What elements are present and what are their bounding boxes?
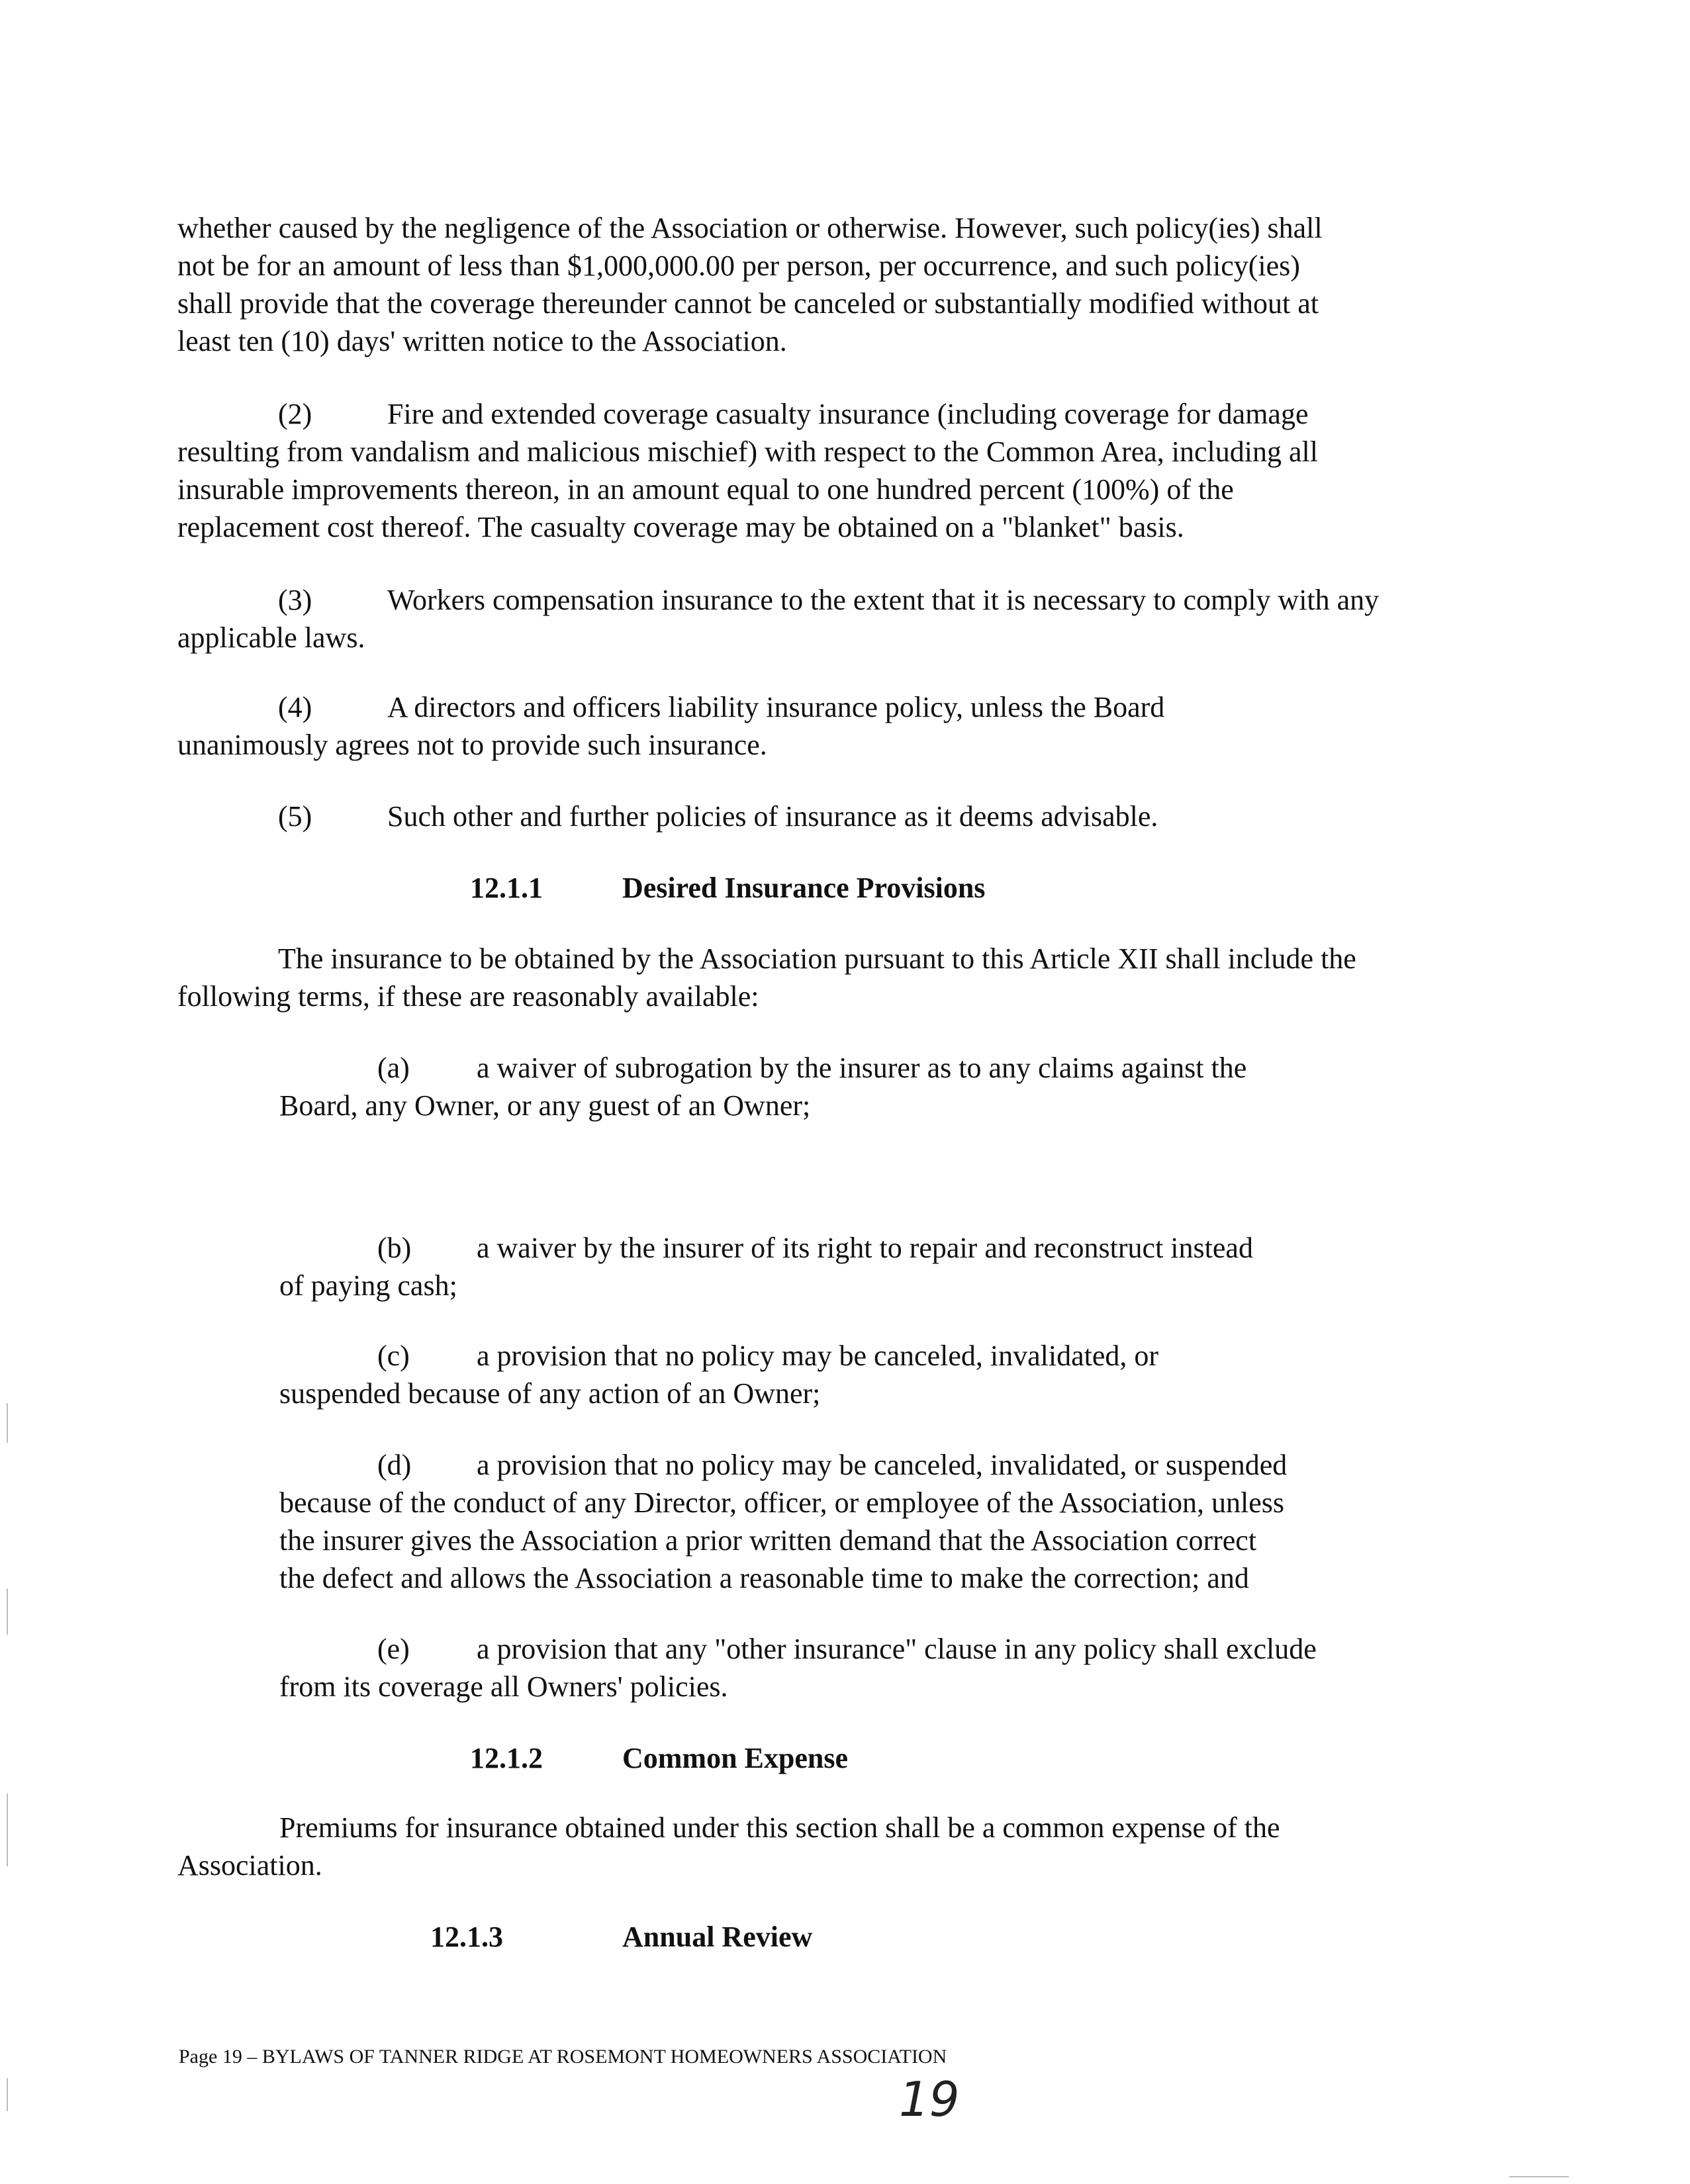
- item-line: replacement cost thereof. The casualty coverage may be obtained on a "blanket" basis.: [177, 511, 1184, 543]
- subitem-letter: (a): [377, 1052, 410, 1084]
- subitem-line: of paying cash;: [279, 1269, 457, 1302]
- item-number: (5): [278, 800, 312, 833]
- scan-artifact: [7, 1403, 8, 1443]
- common-expense-line: Association.: [177, 1849, 322, 1882]
- item-number: (3): [278, 584, 312, 616]
- scan-artifact: [7, 2078, 8, 2111]
- item-line: Fire and extended coverage casualty insurance (including coverage for damage: [387, 398, 1309, 430]
- subitem-letter: (e): [377, 1633, 410, 1665]
- item-line: Such other and further policies of insurance as it deems advisable.: [387, 800, 1158, 833]
- intro-line: least ten (10) days' written notice to the Association.: [177, 325, 787, 357]
- intro-line: shall provide that the coverage thereunder cannot be canceled or substantially modified without at: [177, 287, 1319, 320]
- handwritten-page-number: 19: [899, 2071, 960, 2127]
- scan-artifact: [7, 1588, 8, 1635]
- subitem-line: the defect and allows the Association a reasonable time to make the correction; and: [279, 1562, 1249, 1594]
- item-line: resulting from vandalism and malicious mischief) with respect to the Common Area, including all: [177, 435, 1318, 468]
- subitem-line: the insurer gives the Association a prior written demand that the Association correct: [279, 1524, 1257, 1557]
- provisions-intro-line: The insurance to be obtained by the Association pursuant to this Article XII shall include the: [278, 942, 1356, 975]
- subitem-line: suspended because of any action of an Owner;: [279, 1377, 821, 1410]
- subitem-letter: (d): [377, 1449, 412, 1481]
- intro-line: whether caused by the negligence of the Association or otherwise. However, such policy(ies) shall: [177, 212, 1323, 244]
- section-number: 12.1.3: [430, 1921, 503, 1953]
- item-number: (2): [278, 398, 312, 430]
- provisions-intro-line: following terms, if these are reasonably available:: [177, 980, 759, 1013]
- subitem-line: because of the conduct of any Director, officer, or employee of the Association, unless: [279, 1486, 1285, 1519]
- intro-line: not be for an amount of less than $1,000,000.00 per person, per occurrence, and such policy(ies): [177, 250, 1300, 282]
- section-number: 12.1.1: [470, 872, 543, 904]
- item-line: A directors and officers liability insurance policy, unless the Board: [387, 691, 1165, 723]
- common-expense-line: Premiums for insurance obtained under this section shall be a common expense of the: [279, 1811, 1280, 1844]
- subitem-line: a waiver of subrogation by the insurer as to any claims against the: [477, 1052, 1247, 1084]
- item-line: insurable improvements thereon, in an amount equal to one hundred percent (100%) of the: [177, 473, 1234, 506]
- page-footer: Page 19 – BYLAWS OF TANNER RIDGE AT ROSEMONT HOMEOWNERS ASSOCIATION: [179, 2046, 947, 2068]
- item-line: applicable laws.: [177, 621, 365, 654]
- section-number: 12.1.2: [470, 1742, 543, 1774]
- item-number: (4): [278, 691, 312, 723]
- subitem-line: from its coverage all Owners' policies.: [279, 1670, 728, 1703]
- section-title: Desired Insurance Provisions: [622, 872, 986, 904]
- subitem-letter: (b): [377, 1232, 412, 1264]
- item-line: unanimously agrees not to provide such insurance.: [177, 729, 767, 761]
- section-title: Annual Review: [622, 1921, 813, 1953]
- scan-artifact: [7, 1794, 8, 1866]
- subitem-line: a provision that any "other insurance" clause in any policy shall exclude: [477, 1633, 1317, 1665]
- item-line: Workers compensation insurance to the extent that it is necessary to comply with any: [387, 584, 1380, 616]
- section-title: Common Expense: [622, 1742, 849, 1774]
- subitem-letter: (c): [377, 1340, 410, 1372]
- scan-artifact: [1509, 2176, 1569, 2177]
- subitem-line: Board, any Owner, or any guest of an Owner;: [279, 1089, 811, 1122]
- subitem-line: a provision that no policy may be canceled, invalidated, or: [477, 1340, 1159, 1372]
- subitem-line: a waiver by the insurer of its right to repair and reconstruct instead: [477, 1232, 1253, 1264]
- subitem-line: a provision that no policy may be canceled, invalidated, or suspended: [477, 1449, 1288, 1481]
